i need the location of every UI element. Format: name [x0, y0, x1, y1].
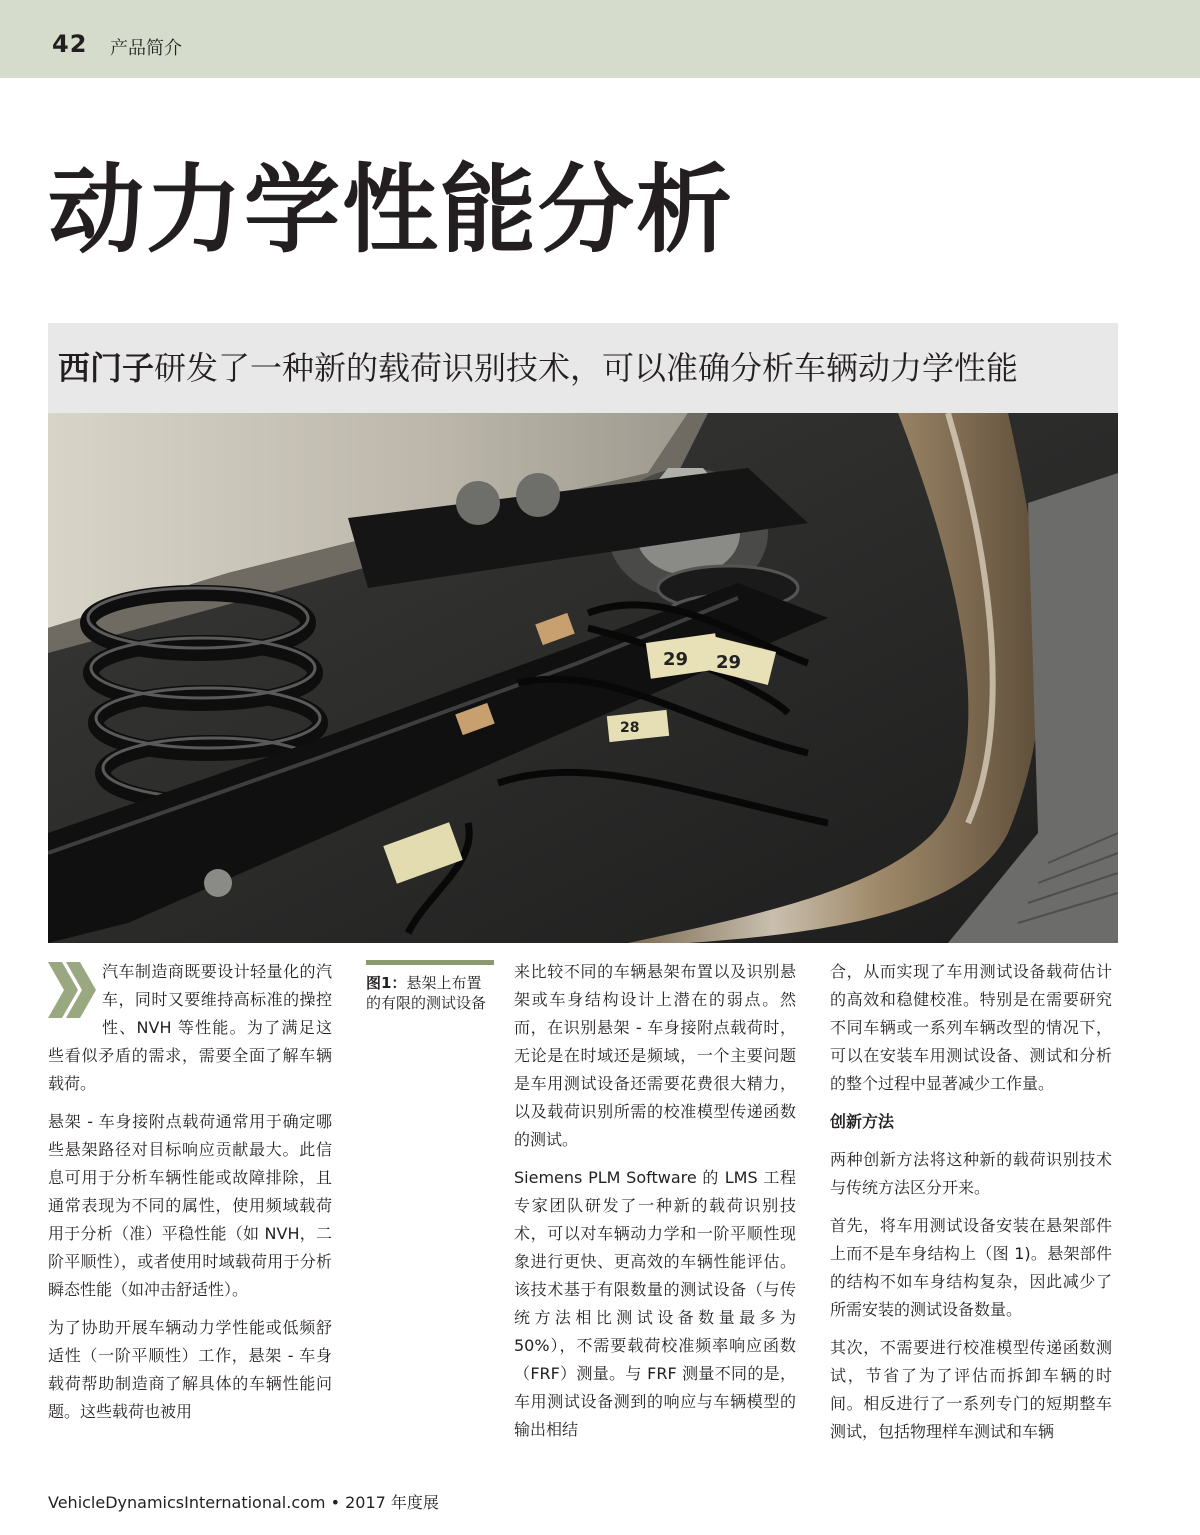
article-title: 动力学性能分析 [48, 154, 734, 266]
section-heading: 创新方法 [830, 1112, 895, 1131]
subtitle-text: 研发了一种新的载荷识别技术，可以准确分析车辆动力学性能 [154, 349, 1019, 387]
col4-paragraph-1: 合，从而实现了车用测试设备载荷估计的高效和稳健校准。特别是在需要研究不同车辆或一系列车辆改型的情况下，可以在安装车用测试设备、测试和分析的整个过程中显著减少工作量。 [830, 962, 1112, 1093]
caption-text: 悬架上布置的有限的测试设备 [366, 974, 487, 1012]
col1-paragraph-1: 汽车制造商既要设计轻量化的汽车，同时又要维持高标准的操控性、NVH 等性能。为了满足这些看似矛盾的需求，需要全面了解车辆载荷。 [48, 962, 332, 1093]
column-1 [48, 958, 332, 1436]
subtitle-band [48, 323, 1118, 413]
tape-label-1: 29 [663, 649, 689, 670]
header-band [0, 0, 1200, 78]
col4-paragraph-3: 首先，将车用测试设备安装在悬架部件上而不是车身结构上（图 1)。悬架部件的结构不如车身结构复杂，因此减少了所需安装的测试设备数量。 [830, 1216, 1112, 1319]
col1-paragraph-2: 悬架 - 车身接附点载荷通常用于确定哪些悬架路径对目标响应贡献最大。此信息可用于分析车辆性能或故障排除，且通常表现为不同的属性，使用频域载荷用于分析（准）平稳性能（如 NVH，二阶平顺性），或者使用时域载荷用于分析瞬态性能（如冲击舒适性）。 [48, 1112, 332, 1299]
subtitle-brand: 西门子 [58, 349, 155, 387]
figure-caption [366, 960, 494, 1013]
col1-paragraph-3: 为了协助开展车辆动力学性能或低频舒适性（一阶平顺性）工作，悬架 - 车身载荷帮助制造商了解具体的车辆性能问题。这些载荷也被用 [48, 1318, 332, 1421]
col3-paragraph-1: 来比较不同的车辆悬架布置以及识别悬架或车身结构设计上潜在的弱点。然而，在识别悬架 - 车身接附点载荷时，无论是在时域还是频域，一个主要问题是车用测试设备还需要花费很大精力，以及载荷识别所需的校准模型传递函数的测试。 [514, 962, 796, 1149]
chevron-icon [48, 962, 96, 1018]
footer: VehicleDynamicsInternational.com • 2017 年度展 [48, 1493, 439, 1512]
suspension-photo [48, 413, 1118, 943]
caption-label: 图1： [366, 974, 407, 992]
col3-paragraph-2: Siemens PLM Software 的 LMS 工程专家团队研发了一种新的载荷识别技术，可以对车辆动力学和一阶平顺性现象进行更快、更高效的车辆性能评估。该技术基于有限数量的测试设备（与传统方法相比测试设备数量最多为 50%），不需要载荷校准频率响应函数（FRF）测量。与 FRF 测量不同的是，车用测试设备测到的响应与车辆模型的输出相结 [514, 1168, 796, 1439]
col4-paragraph-2: 两种创新方法将这种新的载荷识别技术与传统方法区分开来。 [830, 1150, 1112, 1197]
page-number: 42 [52, 30, 88, 58]
column-3 [514, 958, 796, 1454]
article-subtitle [58, 345, 1018, 391]
col4-paragraph-4: 其次，不需要进行校准模型传递函数测试，节省了为了评估而拆卸车辆的时间。相反进行了一系列专门的短期整车测试，包括物理样车测试和车辆 [830, 1338, 1112, 1441]
section-name: 产品简介 [110, 38, 182, 59]
tape-label-2: 29 [716, 652, 742, 673]
column-4 [830, 958, 1112, 1456]
tape-label-3: 28 [620, 720, 640, 736]
